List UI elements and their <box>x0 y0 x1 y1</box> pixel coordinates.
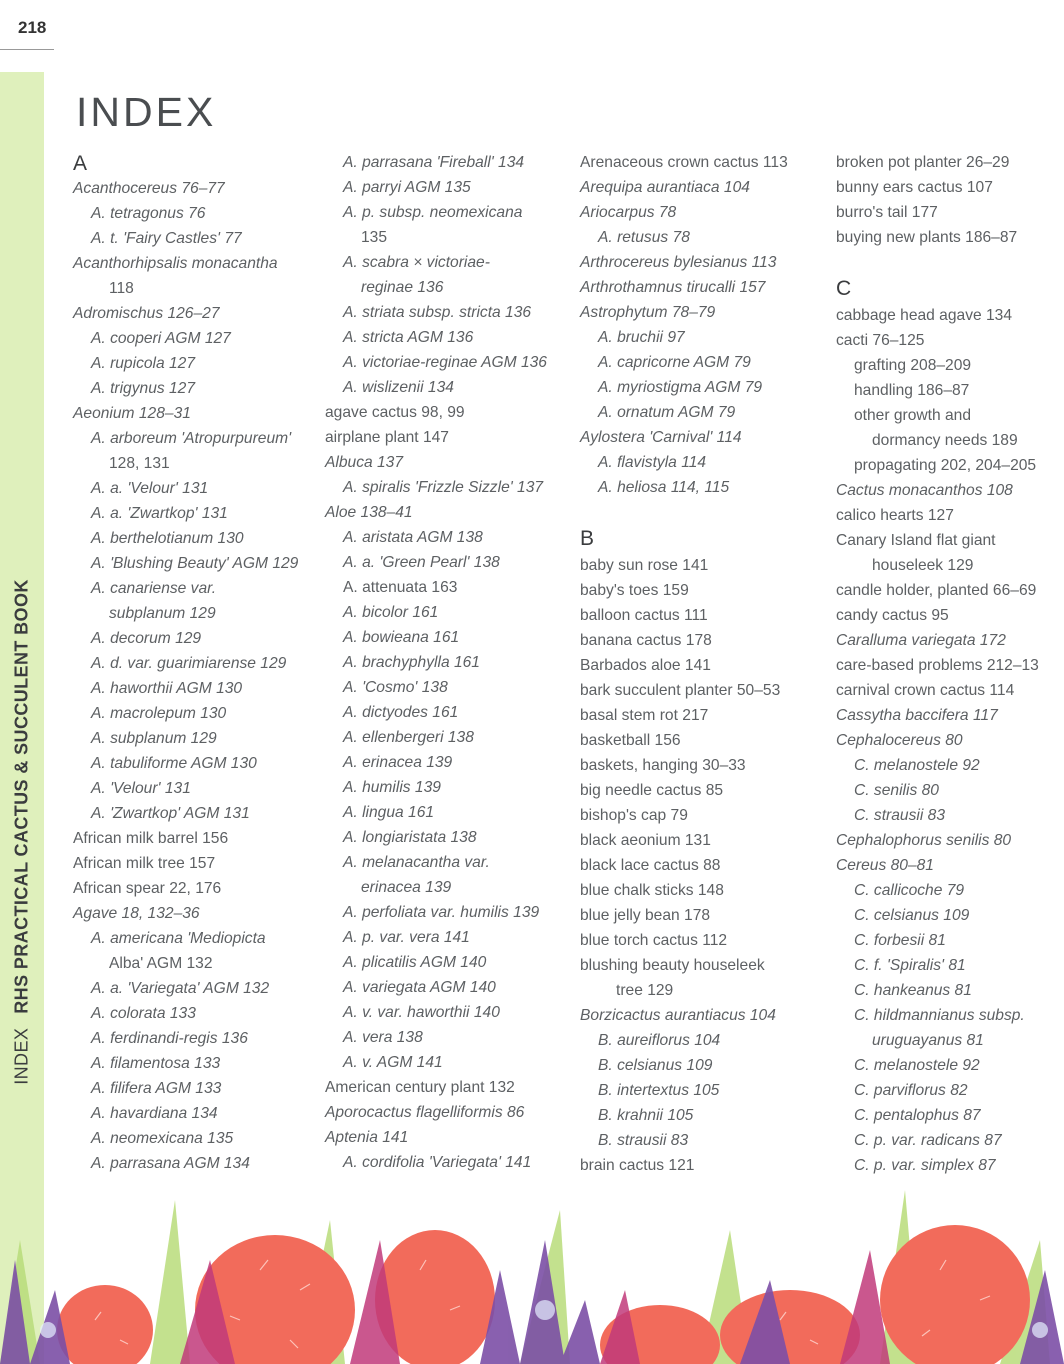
index-entry: big needle cactus 85 <box>580 782 724 799</box>
index-subentry: handling 186–87 <box>854 382 970 399</box>
index-entry: Aeonium 128–31 <box>73 405 191 422</box>
index-subentry: A. a. 'Velour' 131 <box>91 480 209 497</box>
index-subentry: A. cooperi AGM 127 <box>91 330 231 347</box>
index-subentry: A. scabra × victoriae- <box>343 254 490 271</box>
index-entry: blue jelly bean 178 <box>580 907 711 924</box>
index-entry: blue torch cactus 112 <box>580 932 728 949</box>
index-entry: brain cactus 121 <box>580 1157 695 1174</box>
index-subentry: A. subplanum 129 <box>91 730 217 747</box>
index-entry: Cereus 80–81 <box>836 857 934 874</box>
page-number-rule <box>0 49 54 50</box>
index-entry: African milk barrel 156 <box>73 830 229 847</box>
index-subentry: A. ellenbergeri 138 <box>343 729 474 746</box>
index-subentry: A. retusus 78 <box>598 229 690 246</box>
index-entry: broken pot planter 26–29 <box>836 154 1010 171</box>
index-entry: Cephalophorus senilis 80 <box>836 832 1012 849</box>
index-subentry: propagating 202, 204–205 <box>854 457 1037 474</box>
index-subentry: C. senilis 80 <box>854 782 939 799</box>
index-subentry: A. p. subsp. neomexicana <box>343 204 523 221</box>
index-subentry: A. capricorne AGM 79 <box>598 354 751 371</box>
index-subentry: A. wislizenii 134 <box>343 379 454 396</box>
index-entry-continuation: 118 <box>109 280 134 297</box>
index-subentry: C. callicoche 79 <box>854 882 965 899</box>
index-subentry: A. victoriae-reginae AGM 136 <box>343 354 547 371</box>
index-entry-continuation: tree 129 <box>616 982 674 999</box>
index-subentry: other growth and <box>854 407 972 424</box>
index-subentry: A. filifera AGM 133 <box>91 1080 222 1097</box>
page-title: INDEX <box>76 89 217 136</box>
index-entry: buying new plants 186–87 <box>836 229 1018 246</box>
index-subentry: A. haworthii AGM 130 <box>91 680 243 697</box>
index-subentry: B. krahnii 105 <box>598 1107 694 1124</box>
index-subentry: A. melanacantha var. <box>343 854 490 871</box>
index-entry: carnival crown cactus 114 <box>836 682 1015 699</box>
index-subentry: A. filamentosa 133 <box>91 1055 221 1072</box>
index-entry: baby's toes 159 <box>580 582 689 599</box>
index-subentry: A. ornatum AGM 79 <box>598 404 736 421</box>
index-subentry: C. p. var. simplex 87 <box>854 1157 996 1174</box>
index-letter-heading: C <box>836 277 852 300</box>
index-entry: Canary Island flat giant <box>836 532 996 549</box>
index-entry: Arenaceous crown cactus 113 <box>580 154 788 171</box>
index-subentry: A. bicolor 161 <box>343 604 439 621</box>
index-subentry: A. erinacea 139 <box>343 754 453 771</box>
index-entry: Aylostera 'Carnival' 114 <box>580 429 742 446</box>
index-entry: Cactus monacanthos 108 <box>836 482 1013 499</box>
index-subentry: A. parrasana 'Fireball' 134 <box>343 154 525 171</box>
index-subentry: A. colorata 133 <box>91 1005 196 1022</box>
spine-book-title: RHS PRACTICAL CACTUS & SUCCULENT BOOK <box>11 579 32 1014</box>
index-letter-heading: B <box>580 527 595 550</box>
index-entry: Borzicactus aurantiacus 104 <box>580 1007 776 1024</box>
index-entry: Acanthorhipsalis monacantha <box>73 255 278 272</box>
index-subentry: A. stricta AGM 136 <box>343 329 474 346</box>
index-subentry: A. v. AGM 141 <box>343 1054 443 1071</box>
index-subentry: A. tabuliforme AGM 130 <box>91 755 257 772</box>
index-column-1 <box>73 150 318 1176</box>
index-letter-heading: A <box>73 152 88 175</box>
index-subentry: A. parryi AGM 135 <box>343 179 471 196</box>
index-subentry: C. f. 'Spiralis' 81 <box>854 957 966 974</box>
index-subentry: B. celsianus 109 <box>598 1057 713 1074</box>
index-subentry: C. celsianus 109 <box>854 907 970 924</box>
index-entry: Adromischus 126–27 <box>73 305 220 322</box>
index-subentry: A. v. var. haworthii 140 <box>343 1004 500 1021</box>
index-entry: Aptenia 141 <box>325 1129 409 1146</box>
index-subentry: A. arboreum 'Atropurpureum' <box>91 430 292 447</box>
index-entry: candy cactus 95 <box>836 607 949 624</box>
index-subentry: grafting 208–209 <box>854 357 972 374</box>
index-subentry: A. a. 'Variegata' AGM 132 <box>91 980 270 997</box>
index-subentry: A. longiaristata 138 <box>343 829 477 846</box>
index-subentry: B. intertextus 105 <box>598 1082 720 1099</box>
index-subentry: A. striata subsp. stricta 136 <box>343 304 532 321</box>
index-entry: balloon cactus 111 <box>580 607 708 624</box>
index-subentry: A. bowieana 161 <box>343 629 460 646</box>
index-subentry: B. aureiflorus 104 <box>598 1032 721 1049</box>
section-gap <box>580 500 825 525</box>
index-subentry: A. perfoliata var. humilis 139 <box>343 904 540 921</box>
index-entry: Caralluma variegata 172 <box>836 632 1006 649</box>
index-entry: black aeonium 131 <box>580 832 711 849</box>
index-subentry: B. strausii 83 <box>598 1132 689 1149</box>
index-subentry: A. myriostigma AGM 79 <box>598 379 763 396</box>
index-entry-continuation: uruguayanus 81 <box>872 1032 984 1049</box>
index-subentry: A. decorum 129 <box>91 630 202 647</box>
index-entry: Arthrocereus bylesianus 113 <box>580 254 777 271</box>
index-subentry: C. parviflorus 82 <box>854 1082 968 1099</box>
index-subentry: A. ferdinandi-regis 136 <box>91 1030 248 1047</box>
index-entry: Acanthocereus 76–77 <box>73 180 225 197</box>
index-subentry: A. neomexicana 135 <box>91 1130 234 1147</box>
index-entry: Cephalocereus 80 <box>836 732 963 749</box>
index-subentry: A. d. var. guarimiarense 129 <box>91 655 287 672</box>
index-entry: blue chalk sticks 148 <box>580 882 724 899</box>
index-subentry: A. aristata AGM 138 <box>343 529 483 546</box>
index-column-2 <box>325 150 570 1175</box>
index-subentry: A. havardiana 134 <box>91 1105 218 1122</box>
index-subentry: A. 'Zwartkop' AGM 131 <box>91 805 250 822</box>
index-subentry: A. a. 'Green Pearl' 138 <box>343 554 500 571</box>
index-entry: burro's tail 177 <box>836 204 938 221</box>
index-subentry: A. tetragonus 76 <box>91 205 206 222</box>
index-entry: Aporocactus flagelliformis 86 <box>325 1104 525 1121</box>
index-entry: black lace cactus 88 <box>580 857 721 874</box>
index-subentry: C. pentalophus 87 <box>854 1107 981 1124</box>
index-entry: candle holder, planted 66–69 <box>836 582 1037 599</box>
index-subentry: A. vera 138 <box>343 1029 423 1046</box>
index-entry: basal stem rot 217 <box>580 707 709 724</box>
index-entry-continuation: subplanum 129 <box>109 605 216 622</box>
index-column-4 <box>836 150 1064 1178</box>
index-subentry: A. brachyphylla 161 <box>343 654 480 671</box>
spine-section: INDEX <box>11 1027 32 1085</box>
index-subentry: C. p. var. radicans 87 <box>854 1132 1002 1149</box>
index-entry: cabbage head agave 134 <box>836 307 1013 324</box>
index-entry: cacti 76–125 <box>836 332 925 349</box>
index-subentry: A. heliosa 114, 115 <box>598 479 730 496</box>
index-entry-continuation: houseleek 129 <box>872 557 974 574</box>
index-subentry: A. americana 'Mediopicta <box>91 930 266 947</box>
index-subentry: C. forbesii 81 <box>854 932 946 949</box>
index-entry: bark succulent planter 50–53 <box>580 682 781 699</box>
index-subentry: A. cordifolia 'Variegata' 141 <box>343 1154 532 1171</box>
index-entry: American century plant 132 <box>325 1079 515 1096</box>
index-entry: Cassytha baccifera 117 <box>836 707 998 724</box>
index-subentry: A. dictyodes 161 <box>343 704 459 721</box>
index-entry: African spear 22, 176 <box>73 880 222 897</box>
index-subentry: A. 'Cosmo' 138 <box>343 679 448 696</box>
cactus-flower-illustration <box>0 1180 1064 1364</box>
index-subentry: A. bruchii 97 <box>598 329 685 346</box>
section-gap <box>836 250 1064 275</box>
index-subentry: A. variegata AGM 140 <box>343 979 496 996</box>
index-subentry: A. lingua 161 <box>343 804 435 821</box>
spine-label <box>12 579 33 1084</box>
index-entry: care-based problems 212–13 <box>836 657 1039 674</box>
index-entry: blushing beauty houseleek <box>580 957 765 974</box>
index-subentry: A. canariense var. <box>91 580 217 597</box>
index-entry: Aloe 138–41 <box>325 504 413 521</box>
index-subentry: A. t. 'Fairy Castles' 77 <box>91 230 242 247</box>
index-subentry: C. melanostele 92 <box>854 757 980 774</box>
index-subentry: C. melanostele 92 <box>854 1057 980 1074</box>
index-entry: Arthrothamnus tirucalli 157 <box>580 279 766 296</box>
index-subentry: A. attenuata 163 <box>343 579 458 596</box>
index-subentry: A. 'Blushing Beauty' AGM 129 <box>91 555 299 572</box>
index-subentry: A. macrolepum 130 <box>91 705 227 722</box>
index-entry: Barbados aloe 141 <box>580 657 711 674</box>
index-subentry: A. p. var. vera 141 <box>343 929 470 946</box>
index-entry: African milk tree 157 <box>73 855 216 872</box>
spine-band <box>0 72 44 1364</box>
index-subentry: A. parrasana AGM 134 <box>91 1155 250 1172</box>
index-entry: bishop's cap 79 <box>580 807 688 824</box>
index-entry-continuation: Alba' AGM 132 <box>109 955 213 972</box>
index-entry: bunny ears cactus 107 <box>836 179 993 196</box>
index-entry: calico hearts 127 <box>836 507 954 524</box>
index-entry: basketball 156 <box>580 732 681 749</box>
index-entry-continuation: erinacea 139 <box>361 879 452 896</box>
index-subentry: C. hildmannianus subsp. <box>854 1007 1025 1024</box>
page-number: 218 <box>18 18 47 37</box>
index-entry: Astrophytum 78–79 <box>580 304 716 321</box>
index-subentry: A. a. 'Zwartkop' 131 <box>91 505 228 522</box>
index-subentry: A. berthelotianum 130 <box>91 530 244 547</box>
index-entry-continuation: 135 <box>361 229 388 246</box>
index-subentry: A. flavistyla 114 <box>598 454 707 471</box>
index-subentry: C. hankeanus 81 <box>854 982 972 999</box>
index-entry: banana cactus 178 <box>580 632 712 649</box>
index-entry: baskets, hanging 30–33 <box>580 757 746 774</box>
index-subentry: A. rupicola 127 <box>91 355 196 372</box>
index-entry: Arequipa aurantiaca 104 <box>580 179 750 196</box>
index-subentry: A. plicatilis AGM 140 <box>343 954 487 971</box>
index-entry: agave cactus 98, 99 <box>325 404 465 421</box>
index-entry: baby sun rose 141 <box>580 557 709 574</box>
index-entry-continuation: dormancy needs 189 <box>872 432 1018 449</box>
index-entry-continuation: 128, 131 <box>109 455 170 472</box>
index-entry: airplane plant 147 <box>325 429 449 446</box>
index-entry: Albuca 137 <box>325 454 404 471</box>
index-entry-continuation: reginae 136 <box>361 279 444 296</box>
index-column-3 <box>580 150 825 1178</box>
index-subentry: A. humilis 139 <box>343 779 441 796</box>
index-subentry: C. strausii 83 <box>854 807 945 824</box>
index-subentry: A. trigynus 127 <box>91 380 196 397</box>
index-subentry: A. 'Velour' 131 <box>91 780 191 797</box>
index-entry: Agave 18, 132–36 <box>73 905 200 922</box>
index-entry: Ariocarpus 78 <box>580 204 677 221</box>
index-subentry: A. spiralis 'Frizzle Sizzle' 137 <box>343 479 544 496</box>
